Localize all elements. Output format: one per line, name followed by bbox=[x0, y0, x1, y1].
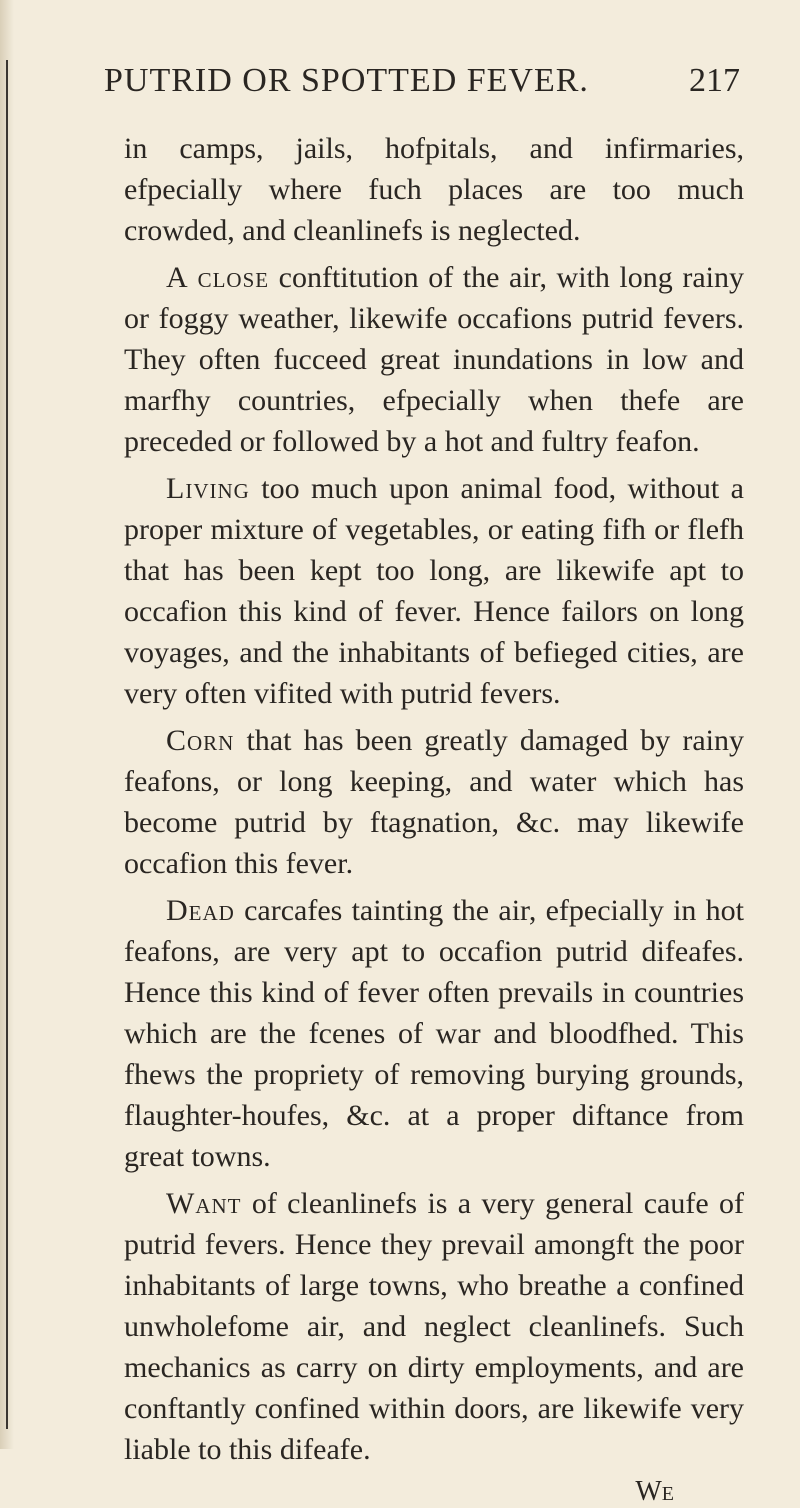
book-page bbox=[104, 62, 744, 1508]
paragraph-want-of-cleanliness bbox=[124, 1183, 744, 1470]
paragraph-text: carcafes tainting the air, efpecially in hot feafons, are very apt to occafion putrid difeafes. Hence this kind of fever often prevails in countries which are the fcenes of war and bloodfhed. This fhews the propriety of removing burying grounds, flaughter-houfes, &c. at a proper diftance from great towns. bbox=[124, 894, 744, 1173]
paragraph-continuation bbox=[124, 128, 744, 251]
paragraph-living bbox=[124, 468, 744, 714]
paragraph-text: in camps, jails, hofpitals, and infirmaries, efpecially where fuch places are too much crowded, and cleanlinefs is neglected. bbox=[124, 132, 744, 247]
paragraph-dead-carcases bbox=[124, 890, 744, 1177]
paragraph-corn bbox=[124, 720, 744, 884]
book-gutter bbox=[0, 0, 14, 1449]
paragraph-lead: Corn bbox=[166, 724, 235, 757]
paragraph-close-constitution bbox=[124, 257, 744, 462]
paragraph-lead: Dead bbox=[166, 894, 235, 927]
page-number: 217 bbox=[689, 62, 740, 99]
paragraph-text: too much upon animal food, without a proper mixture of vegetables, or eating fifh or flefh that has been kept too long, are likewife apt to occafion this kind of fever. Hence failors on long voyages, and the inhabitants of befieged cities, are very often vifited with putrid fevers. bbox=[124, 472, 744, 710]
running-title: PUTRID OR SPOTTED FEVER. bbox=[104, 62, 589, 99]
running-head bbox=[104, 62, 744, 100]
catchword: We bbox=[635, 1476, 674, 1507]
gutter-edge-line bbox=[6, 60, 8, 1429]
paragraph-lead: Want bbox=[166, 1187, 242, 1220]
body-text bbox=[104, 128, 744, 1508]
paragraph-text: of cleanlinefs is a very general caufe of putrid fevers. Hence they prevail amongft the poor inhabitants of large towns, who breathe a confined unwholefome air, and neglect cleanlinefs. Such mechanics as carry on dirty employments, and are conftantly confined within doors, are likewife very liable to this difeafe. bbox=[124, 1187, 744, 1466]
paragraph-lead: A close bbox=[166, 261, 270, 294]
paragraph-lead: Living bbox=[166, 472, 250, 505]
paragraph-text: that has been greatly damaged by rainy feafons, or long keeping, and water which has become putrid by ftagnation, &c. may likewife occafion this fever. bbox=[124, 724, 744, 880]
paragraph-text: conftitution of the air, with long rainy or foggy weather, likewife occafions putrid fevers. They often fucceed great inundations in low and marfhy countries, efpecially when thefe are preceded or followed by a hot and fultry feafon. bbox=[124, 261, 744, 458]
